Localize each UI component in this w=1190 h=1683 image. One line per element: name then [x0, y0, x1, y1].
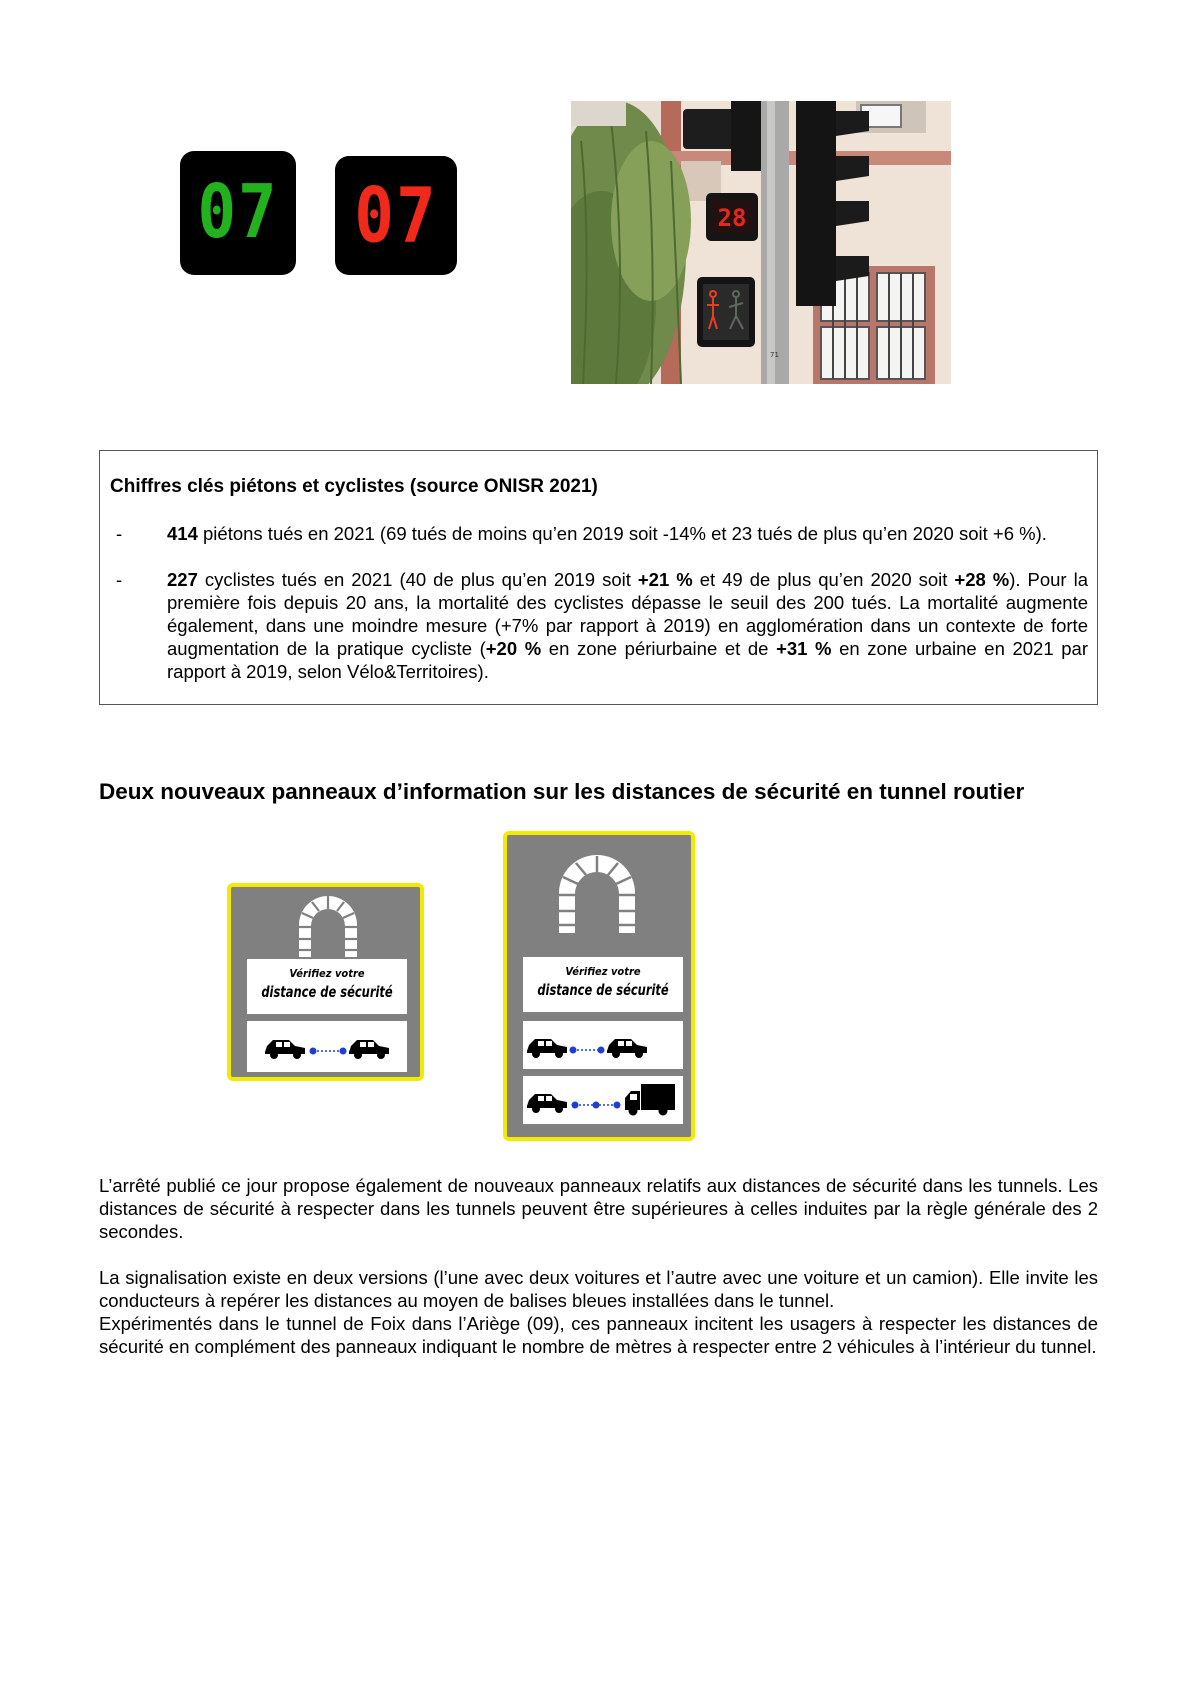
- list-item-text: en zone périurbaine et de: [541, 638, 777, 659]
- list-item-text: piétons tués en 2021 (69 tués de moins qu’en 2019 soit -14% et 23 tués de plus qu’en 2020 soit +6 %).: [197, 523, 1047, 544]
- key-figures-box: [99, 450, 1098, 705]
- list-item-text: cyclistes tués en 2021 (40 de plus qu’en 2019 soit: [197, 569, 638, 590]
- tunnel-sign-car-and-truck: [503, 831, 695, 1141]
- list-bullet: -: [116, 523, 123, 544]
- list-bullet: -: [116, 569, 123, 590]
- green-countdown-display: [180, 151, 296, 275]
- stat-value: +20 %: [485, 638, 542, 659]
- tunnel-sign-two-cars: [227, 883, 424, 1081]
- sign-vehicles-panel-cars: [523, 1021, 683, 1069]
- sign-vehicles-panel-truck: [523, 1076, 683, 1124]
- pedestrian-count: 414: [167, 523, 198, 544]
- car-to-truck-distance-icon: [523, 1076, 683, 1124]
- tunnel-icon: [555, 855, 639, 933]
- sign-vehicles-panel: [247, 1021, 407, 1072]
- car-to-car-distance-icon: [523, 1021, 683, 1069]
- sign-line1: Vérifiez votre: [565, 965, 641, 978]
- sign-text-panel: [523, 957, 683, 1012]
- stat-value: +28 %: [954, 569, 1010, 590]
- sign-line2: distance de sécurité: [537, 981, 669, 999]
- svg-text:71: 71: [770, 351, 779, 359]
- section-title: Deux nouveaux panneaux d’information sur les distances de sécurité en tunnel routier: [99, 779, 1025, 804]
- sign-text-panel: [247, 959, 407, 1014]
- stat-value: +21 %: [637, 569, 693, 590]
- red-countdown-value: 07: [354, 171, 438, 260]
- list-item-text: en zone urbaine en 2021 par rapport à 2019, selon Vélo&Territoires).: [167, 638, 1088, 682]
- green-countdown-value: 07: [197, 170, 279, 256]
- list-item-cyclists: [167, 568, 1088, 683]
- paragraph-sign-versions: La signalisation existe en deux versions (l’une avec deux voitures et l’autre avec une voiture et un camion). Elle invite les conducteurs à repérer les distances au moyen de balises bleues installées dans le tunnel.: [99, 1267, 1098, 1311]
- key-figures-title: Chiffres clés piétons et cyclistes (source ONISR 2021): [110, 476, 598, 497]
- cyclist-count: 227: [167, 569, 198, 590]
- list-item-pedestrians: [167, 522, 1088, 545]
- list-item-text: et 49 de plus qu’en 2020 soit: [692, 569, 955, 590]
- red-countdown-display: [335, 156, 457, 275]
- photo-counter-text: 28: [717, 204, 747, 232]
- tunnel-icon: [295, 895, 361, 957]
- sign-line2: distance de sécurité: [261, 983, 393, 1001]
- list-item-text: ). Pour la première fois depuis 20 ans, la mortalité des cyclistes dépasse le seuil des 200 tués. La mortalité augmente également, dans une moindre mesure (+7% par rapport à 2019) en agglomération dans un contexte de forte augmentation de la pratique cycliste (: [167, 569, 1088, 659]
- sign-line1: Vérifiez votre: [289, 967, 365, 980]
- paragraph-tunnel-signs-intro: L’arrêté publié ce jour propose également de nouveaux panneaux relatifs aux distances de sécurité dans les tunnels. Les distances de sécurité à respecter dans les tunnels peuvent être supérieures à celles induites par la règle générale des 2 secondes.: [99, 1175, 1098, 1242]
- car-to-car-distance-icon: [247, 1021, 407, 1072]
- pedestrian-signal-photo: [571, 101, 951, 384]
- paragraph-foix-experiment: Expérimentés dans le tunnel de Foix dans l’Ariège (09), ces panneaux incitent les usagers à respecter les distances de sécurité en complément des panneaux indiquant le nombre de mètres à respecter entre 2 véhicules à l’intérieur du tunnel.: [99, 1313, 1098, 1357]
- stat-value: +31 %: [776, 638, 832, 659]
- traffic-light-illustration: [571, 101, 951, 384]
